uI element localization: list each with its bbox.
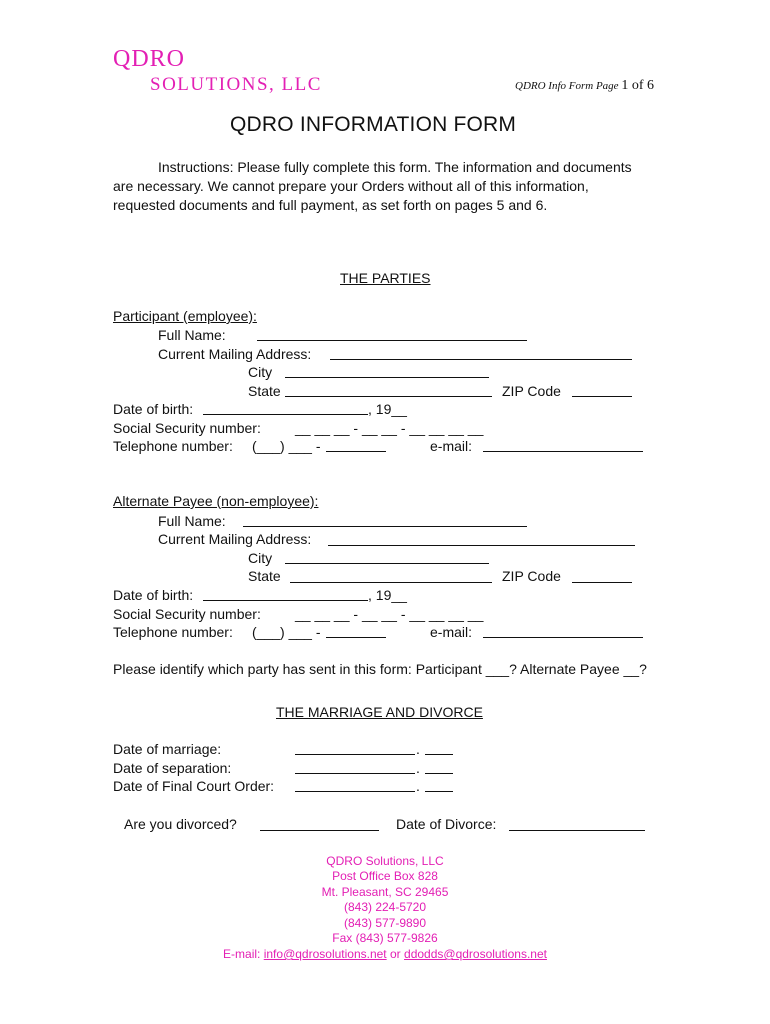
alternate-state-label: State — [248, 568, 281, 584]
alternate-full-name-field[interactable] — [243, 526, 527, 527]
alternate-zip-field[interactable] — [572, 582, 632, 583]
participant-state-field[interactable] — [285, 396, 492, 397]
participant-full-name-field[interactable] — [257, 340, 527, 341]
date-of-marriage-label: Date of marriage: — [113, 741, 222, 757]
page-label: QDRO Info Form Page — [515, 80, 619, 92]
participant-phone-field[interactable] — [326, 451, 386, 452]
footer-email-line — [0, 947, 770, 961]
instructions-text: Please fully complete this form. The information and documents are necessary. We cannot prepare your Orders without all of this information, requested documents and full payment, as set forth on pages 5 and 6. — [113, 159, 632, 213]
logo-qdro: QDRO — [113, 46, 186, 72]
footer-email-link-ddodds[interactable]: ddodds@qdrosolutions.net — [404, 947, 547, 961]
alternate-ssn-field[interactable]: __ __ __ - __ __ - __ __ __ __ — [295, 606, 484, 622]
page-indicator — [515, 78, 654, 94]
date-of-divorce-label: Date of Divorce: — [396, 816, 497, 832]
date-of-final-order-dot: . — [416, 778, 420, 794]
date-of-separation-field[interactable] — [295, 773, 415, 774]
participant-full-name-label: Full Name: — [158, 327, 226, 343]
page-title: QDRO INFORMATION FORM — [230, 113, 517, 136]
alternate-full-name-label: Full Name: — [158, 513, 226, 529]
are-you-divorced-field[interactable] — [260, 830, 379, 831]
participant-dob-label: Date of birth: — [113, 401, 194, 417]
participant-mailing-label: Current Mailing Address: — [158, 346, 312, 362]
alternate-zip-label: ZIP Code — [502, 568, 561, 584]
participant-zip-field[interactable] — [572, 396, 632, 397]
alternate-email-label: e-mail: — [430, 624, 473, 640]
logo-solutions-llc: SOLUTIONS, LLC — [150, 74, 322, 95]
date-of-separation-dot: . — [416, 760, 420, 776]
are-you-divorced-label: Are you divorced? — [124, 816, 237, 832]
participant-ssn-field[interactable]: __ __ __ - __ __ - __ __ __ __ — [295, 420, 484, 436]
participant-heading: Participant (employee): — [113, 308, 257, 324]
alternate-mailing-field[interactable] — [328, 545, 635, 546]
alternate-phone-mask[interactable]: (___) ___ - — [252, 624, 321, 640]
instructions — [113, 158, 653, 215]
date-of-separation-label: Date of separation: — [113, 760, 232, 776]
alternate-city-field[interactable] — [285, 563, 489, 564]
instructions-label: Instructions: — [158, 159, 234, 175]
footer-email-or: or — [390, 947, 401, 961]
section-heading-parties: THE PARTIES — [340, 270, 431, 286]
participant-ssn-label: Social Security number: — [113, 420, 261, 436]
footer-email-label: E-mail: — [223, 947, 261, 961]
participant-city-label: City — [248, 364, 273, 380]
date-of-final-order-label: Date of Final Court Order: — [113, 778, 275, 794]
participant-phone-label: Telephone number: — [113, 438, 233, 454]
alternate-dob-label: Date of birth: — [113, 587, 194, 603]
footer-po-box: Post Office Box 828 — [332, 869, 438, 883]
date-of-divorce-field[interactable] — [509, 830, 645, 831]
identify-sender-question[interactable]: Please identify which party has sent in this form: Participant ___? Alternate Payee __? — [113, 661, 647, 677]
footer-phone-2: (843) 577-9890 — [343, 916, 427, 930]
date-of-marriage-dot: . — [416, 741, 420, 757]
alternate-ssn-label: Social Security number: — [113, 606, 261, 622]
date-of-marriage-year-field[interactable] — [425, 754, 453, 755]
footer-fax: Fax (843) 577-9826 — [332, 931, 438, 945]
alternate-dob-year: , 19__ — [368, 587, 407, 603]
section-heading-marriage: THE MARRIAGE AND DIVORCE — [276, 704, 483, 720]
alternate-mailing-label: Current Mailing Address: — [158, 531, 312, 547]
alternate-dob-field[interactable] — [203, 600, 368, 601]
participant-dob-field[interactable] — [203, 414, 368, 415]
alternate-city-label: City — [248, 550, 273, 566]
page-number: 1 of 6 — [621, 78, 654, 93]
date-of-separation-year-field[interactable] — [425, 773, 453, 774]
participant-email-field[interactable] — [483, 451, 643, 452]
participant-city-field[interactable] — [285, 377, 489, 378]
alternate-phone-label: Telephone number: — [113, 624, 233, 640]
footer-city: Mt. Pleasant, SC 29465 — [321, 885, 449, 899]
alternate-state-field[interactable] — [290, 582, 492, 583]
date-of-final-order-field[interactable] — [295, 791, 415, 792]
participant-dob-year: , 19__ — [368, 401, 407, 417]
footer-email-link-info[interactable]: info@qdrosolutions.net — [263, 947, 387, 961]
participant-email-label: e-mail: — [430, 438, 473, 454]
participant-zip-label: ZIP Code — [502, 383, 561, 399]
footer-company: QDRO Solutions, LLC — [326, 854, 444, 868]
participant-mailing-field[interactable] — [330, 359, 632, 360]
alternate-email-field[interactable] — [483, 637, 643, 638]
date-of-marriage-field[interactable] — [295, 754, 415, 755]
participant-phone-mask[interactable]: (___) ___ - — [252, 438, 321, 454]
date-of-final-order-year-field[interactable] — [425, 791, 453, 792]
alternate-phone-field[interactable] — [326, 637, 386, 638]
footer-phone-1: (843) 224-5720 — [343, 900, 427, 914]
participant-state-label: State — [248, 383, 281, 399]
alternate-payee-heading: Alternate Payee (non-employee): — [113, 493, 319, 509]
